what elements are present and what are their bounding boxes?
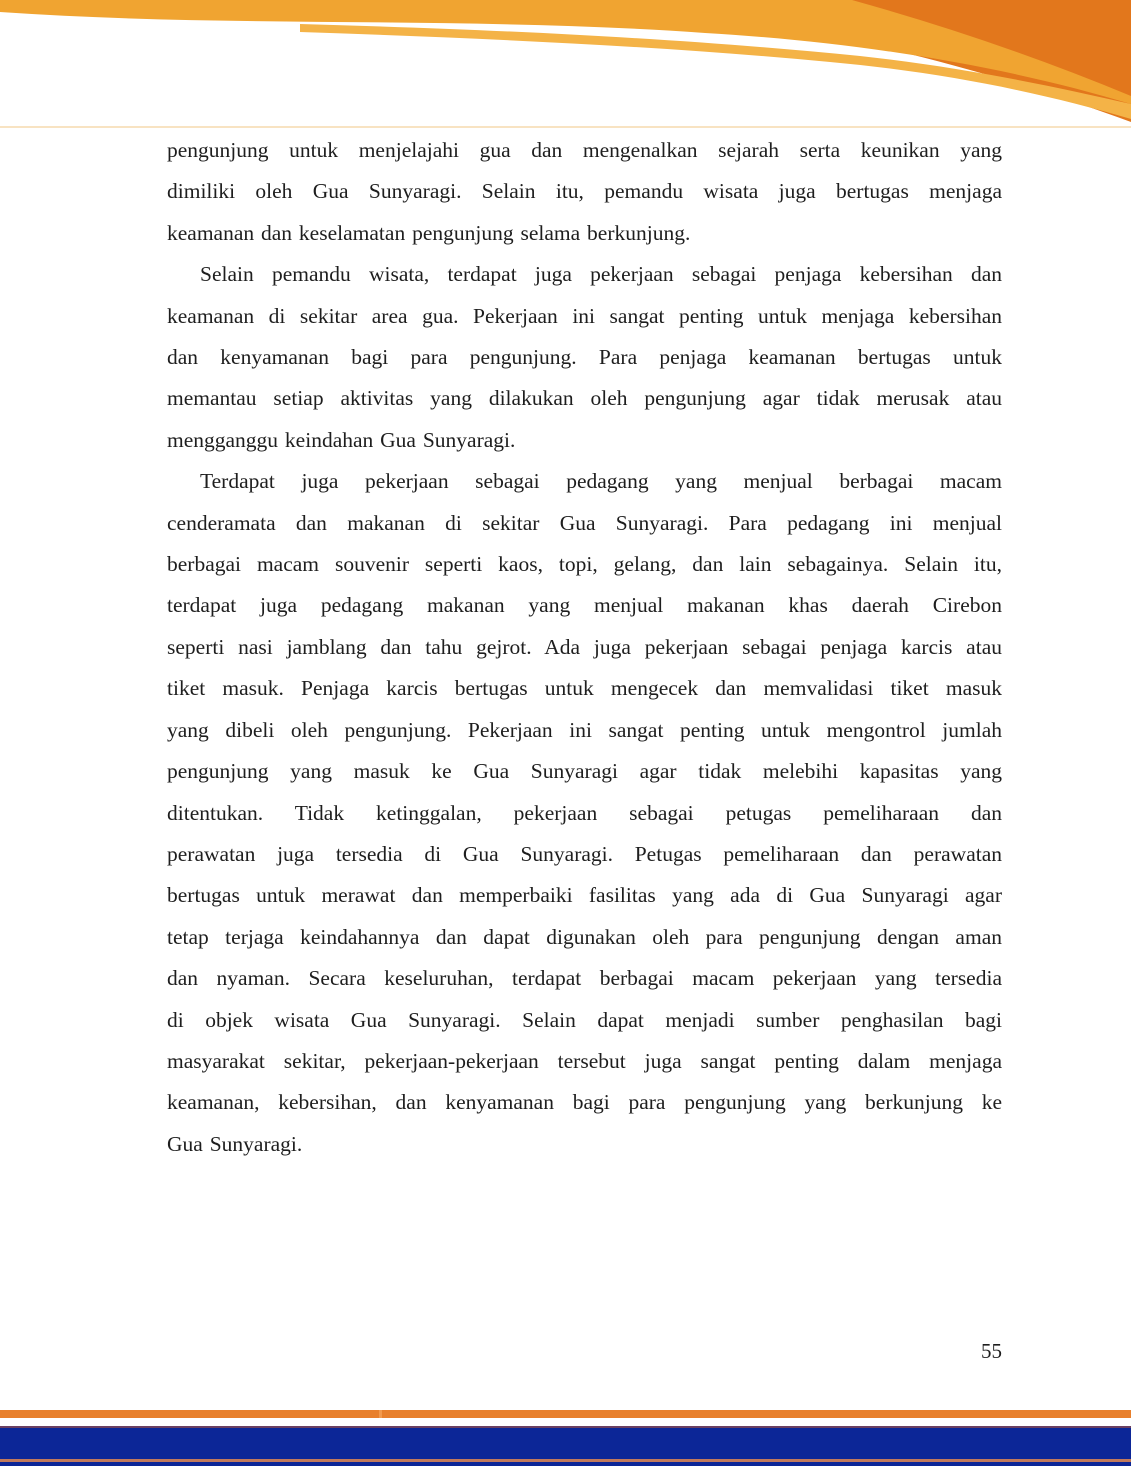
footer-navy-bar [0,1426,1131,1466]
body-text [167,130,1002,1165]
text-line: terdapat juga pedagang makanan yang menjual makanan khas daerah Cirebon [167,593,1002,618]
page-header-decoration [0,0,1131,140]
footer-salmon-line [0,1459,1131,1462]
footer-bar-divider [379,1410,382,1418]
text-line: dan nyaman. Secara keseluruhan, terdapat berbagai macam pekerjaan yang tersedia [167,966,1002,991]
header-separator-line [0,126,1131,128]
footer-orange-bar [0,1410,1131,1418]
text-line: masyarakat sekitar, pekerjaan-pekerjaan tersebut juga sangat penting dalam menjaga [167,1048,1002,1073]
text-line: seperti nasi jamblang dan tahu gejrot. Ada juga pekerjaan sebagai penjaga karcis atau [167,634,1002,659]
text-line: berbagai macam souvenir seperti kaos, topi, gelang, dan lain sebagainya. Selain itu, [167,552,1002,577]
text-line: tiket masuk. Penjaga karcis bertugas untuk mengecek dan memvalidasi tiket masuk [167,676,1002,701]
header-swoosh-graphic [0,0,1131,140]
paragraph [167,130,1002,254]
text-line: di objek wisata Gua Sunyaragi. Selain dapat menjadi sumber penghasilan bagi [167,1007,1002,1032]
text-line: tetap terjaga keindahannya dan dapat digunakan oleh para pengunjung dengan aman [167,924,1002,949]
text-line: keamanan, kebersihan, dan kenyamanan bagi para pengunjung yang berkunjung ke [167,1090,1002,1115]
text-line: yang dibeli oleh pengunjung. Pekerjaan ini sangat penting untuk mengontrol jumlah [167,717,1002,742]
text-line: Terdapat juga pekerjaan sebagai pedagang yang menjual berbagai macam [200,469,1002,494]
text-line: keamanan dan keselamatan pengunjung selama berkunjung. [167,220,691,245]
page-number: 55 [981,1339,1002,1363]
text-line: Selain pemandu wisata, terdapat juga pekerjaan sebagai penjaga kebersihan dan [200,262,1002,287]
text-line: pengunjung yang masuk ke Gua Sunyaragi agar tidak melebihi kapasitas yang [167,759,1002,784]
text-line: Gua Sunyaragi. [167,1131,303,1156]
text-line: dan kenyamanan bagi para pengunjung. Para penjaga keamanan bertugas untuk [167,345,1002,370]
text-line: keamanan di sekitar area gua. Pekerjaan ini sangat penting untuk menjaga kebersihan [167,303,1002,328]
text-line: mengganggu keindahan Gua Sunyaragi. [167,427,516,452]
text-line: memantau setiap aktivitas yang dilakukan oleh pengunjung agar tidak merusak atau [167,386,1002,411]
text-line: dimiliki oleh Gua Sunyaragi. Selain itu, pemandu wisata juga bertugas menjaga [167,179,1002,204]
text-line: cenderamata dan makanan di sekitar Gua Sunyaragi. Para pedagang ini menjual [167,510,1002,535]
paragraph [167,461,1002,1165]
paragraph [167,254,1002,461]
text-line: perawatan juga tersedia di Gua Sunyaragi. Petugas pemeliharaan dan perawatan [167,841,1002,866]
text-line: bertugas untuk merawat dan memperbaiki fasilitas yang ada di Gua Sunyaragi agar [167,883,1002,908]
text-line: ditentukan. Tidak ketinggalan, pekerjaan sebagai petugas pemeliharaan dan [167,800,1002,825]
text-line: pengunjung untuk menjelajahi gua dan mengenalkan sejarah serta keunikan yang [167,138,1002,162]
